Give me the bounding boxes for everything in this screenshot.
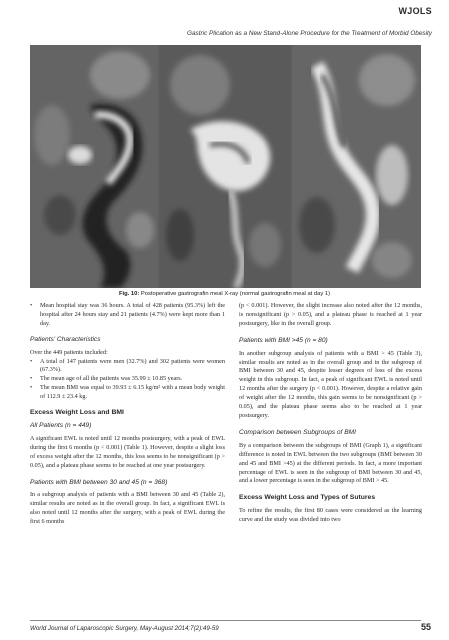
left-column: [30, 302, 225, 535]
right-column: [239, 302, 422, 533]
paragraph: To refine the results, the first 80 cases were considered as the learning curve and the study was divided into two: [239, 507, 422, 524]
paragraph: By a comparison between the subgroups of BMI (Graph 1), a significant difference is noted in EWL between the two subgroups (BMI between 30 and 45 and BMI >45) at the different periods. In fact, a more important percentage of EWL is seen in the subgroup of BMI between 30 and 45, and a lower percentage is seen in the subgroup of BMI > 45.: [239, 441, 422, 485]
subheading-all-patients: All Patients (n = 449): [30, 421, 92, 429]
page-number: 55: [420, 622, 431, 632]
list-item: • A total of 147 patients were men (32.7%) and 302 patients were women (67.3%).: [30, 358, 225, 376]
footer-citation: World Journal of Laparoscopic Surgery, May-August 2014;7(2):49-59: [30, 625, 219, 632]
subheading-comparison: Comparison between Subgroups of BMI: [239, 428, 356, 436]
patient-characteristics-list: [30, 358, 225, 403]
xray-panel-3: [292, 45, 421, 288]
paragraph: Over the 449 patients included:: [30, 348, 108, 356]
section-heading-ewl: Excess Weight Loss and BMI: [30, 409, 124, 417]
footer-rule: [30, 620, 421, 621]
caption-label: Fig. 10:: [118, 291, 140, 297]
xray-figure: [30, 45, 421, 288]
paragraph: In another subgroup analysis of patients with a BMI > 45 (Table 3), similar results are noted as in the overall group and in the subgroup of BMI between 30 and 45, despite lesser degrees of loss of the excess weight in this subgroup. In fact, a peak of significant EWL is noted until 12 months after the surgery (p < 0.001). However, despite a relative gain of weight after the 12 months, this gain seems to be nonsignificant (p > 0.05), and the plateau phase seems also to be reached at 1 year postsurgery.: [239, 349, 422, 419]
list-item: • The mean age of all the patients was 35.99 ± 10.85 years.: [30, 375, 225, 384]
xray-panel-2: [160, 45, 290, 288]
section-heading-patients: Patients' Characteristics: [30, 335, 101, 343]
xray-panel-1: [30, 45, 158, 288]
paragraph: In a subgroup analysis of patients with a BMI between 30 and 45 (Table 2), similar results are noted as in the overall group. In fact, a significant EWL is also noted until 12 months after the surgery, with a peak of EWL during the first 6 months: [30, 491, 225, 526]
subheading-bmi-45: Patients with BMI >45 (n = 80): [239, 336, 328, 344]
paragraph: A significant EWL is noted until 12 months postsurgery, with a peak of EWL during the first 6 months (p < 0.001) (Table 1). However, despite a slight loss of excess weight after the 12 months, this loss seems to be nonsignificant (p > 0.05), and a plateau phase seems to be reached at one year postsurgery.: [30, 434, 225, 469]
paragraph: (p < 0.001). However, the slight increase also noted after the 12 months, is nonsignificant (p > 0.05), and a plateau phase is reached at 1 year postsurgery, like in the overall group.: [239, 302, 422, 327]
caption-text: Postoperative gastrografin meal X-ray (normal gastrografin meal at day 1): [139, 291, 331, 297]
list-item: • The mean BMI was equal to 39.93 ± 6.15 kg/m² with a mean body weight of 112.9 ± 23.4 kg.: [30, 384, 225, 402]
journal-abbreviation: WJOLS: [398, 6, 432, 16]
figure-caption: [0, 291, 449, 297]
section-heading-sutures: Excess Weight Loss and Types of Sutures: [239, 494, 376, 502]
running-title: Gastric Plication as a New Stand-Alone Procedure for the Treatment of Morbid Obesity: [187, 30, 432, 37]
list-item: • Mean hospital stay was 36 hours. A total of 428 patients (95.3%) left the hospital after 24 hours stay and 21 patients (4.7%) were kept more than 1 day.: [30, 302, 225, 329]
hospital-stay-list: [30, 302, 225, 329]
subheading-bmi-30-45: Patients with BMI between 30 and 45 (n = 368): [30, 478, 168, 486]
